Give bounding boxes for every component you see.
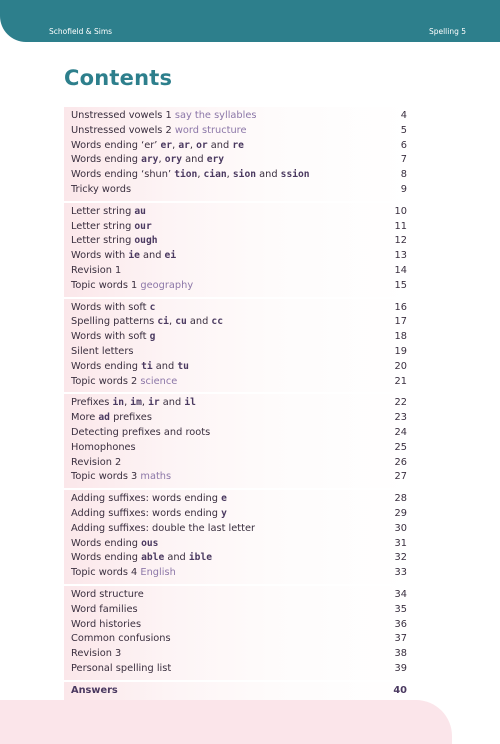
entry-text: Revision 2: [71, 456, 122, 468]
contents-entry[interactable]: [71, 411, 407, 426]
contents-entry[interactable]: [71, 507, 407, 522]
bottom-decoration: [0, 700, 452, 744]
publisher-name: Schofield & Sims: [49, 27, 113, 36]
entry-text: and: [164, 552, 189, 564]
page-number: 26: [394, 456, 407, 468]
contents-entry[interactable]: [71, 183, 407, 198]
contents-section: [64, 203, 407, 299]
entry-text: Words ending: [71, 360, 142, 372]
contents-entry[interactable]: [71, 537, 407, 552]
entry-title: [71, 470, 171, 485]
entry-title: [71, 315, 223, 330]
page-number: 13: [394, 250, 407, 262]
entry-title: [71, 205, 146, 220]
entry-text: Words ending: [71, 537, 142, 549]
entry-text: ,: [141, 397, 149, 409]
entry-text: Unstressed vowels 1: [71, 110, 175, 121]
keyword: or: [196, 139, 208, 151]
entry-title: [71, 411, 152, 426]
entry-text: Detecting prefixes and roots: [71, 426, 211, 438]
page-number: 20: [394, 360, 407, 372]
entry-text: ,: [168, 316, 176, 328]
entry-text: Adding suffixes: double the last letter: [71, 522, 256, 534]
entry-title: [71, 662, 171, 677]
entry-text: ,: [226, 169, 233, 181]
contents-entry[interactable]: [71, 168, 407, 183]
page-number: 17: [394, 316, 407, 328]
page-number: 23: [394, 412, 407, 424]
contents-list: [64, 107, 407, 703]
page-number: 12: [394, 235, 407, 247]
entry-title: [71, 249, 176, 264]
entry-title: [71, 220, 152, 235]
contents-entry[interactable]: [71, 249, 407, 264]
keyword: cian: [203, 169, 227, 181]
entry-title: [71, 603, 138, 618]
entry-title: [71, 360, 189, 375]
keyword: ci: [157, 316, 169, 328]
page-number: 15: [394, 279, 407, 291]
contents-entry[interactable]: [71, 566, 407, 581]
keyword: ad: [98, 412, 110, 424]
entry-title: [71, 330, 155, 345]
page-number: 14: [394, 264, 407, 276]
contents-entry[interactable]: [71, 139, 407, 154]
keyword: ory: [164, 154, 183, 166]
entry-text: Silent letters: [71, 345, 134, 357]
entry-text: Word histories: [71, 618, 142, 630]
entry-text: and: [256, 169, 281, 181]
keyword: ssion: [280, 169, 310, 181]
contents-entry[interactable]: [71, 618, 407, 633]
entry-text: Spelling patterns: [71, 316, 158, 328]
entry-text: Topic words 2: [71, 375, 141, 387]
entry-title: [71, 234, 158, 249]
contents-entry[interactable]: [71, 301, 407, 316]
page-number: 40: [393, 684, 407, 696]
entry-text: and: [139, 250, 165, 262]
topic-subject: maths: [140, 471, 172, 483]
page-number: 11: [394, 220, 407, 232]
entry-text: Words with soft: [71, 331, 150, 343]
entry-text: Letter string: [71, 235, 135, 247]
entry-text: Word families: [71, 603, 138, 615]
entry-title: [71, 153, 224, 168]
entry-text: ,: [124, 397, 131, 409]
contents-entry[interactable]: [71, 551, 407, 566]
entry-text: Topic words 4: [71, 567, 141, 579]
entry-text: Homophones: [71, 441, 136, 453]
entry-title: [71, 522, 255, 537]
page-number: 38: [394, 648, 407, 660]
entry-title: [71, 124, 247, 139]
contents-entry[interactable]: [71, 264, 407, 279]
entry-text: Words with soft: [71, 301, 150, 313]
page-number: 25: [394, 441, 407, 453]
page-number: 21: [394, 375, 407, 387]
entry-title: [71, 279, 193, 294]
keyword: cu: [175, 316, 187, 328]
entry-text: Adding suffixes: words ending: [71, 493, 222, 505]
contents-entry[interactable]: [71, 647, 407, 662]
entry-text: Common confusions: [71, 633, 171, 645]
page-number: 6: [400, 139, 407, 151]
page-title: Contents: [64, 66, 173, 90]
contents-entry[interactable]: [71, 456, 407, 471]
entry-text: Words ending: [71, 552, 142, 564]
page-number: 31: [394, 537, 407, 549]
keyword: ie: [128, 250, 140, 262]
page-number: 9: [400, 183, 407, 195]
page-number: 19: [394, 345, 407, 357]
entry-title: [71, 588, 144, 603]
keyword: ough: [134, 235, 158, 247]
contents-section: [64, 490, 407, 586]
contents-section: [64, 394, 407, 490]
contents-entry[interactable]: [71, 109, 407, 124]
contents-entry[interactable]: [71, 588, 407, 603]
contents-entry[interactable]: [71, 205, 407, 220]
entry-text: Revision 1: [71, 264, 122, 276]
header-bar: [0, 0, 500, 42]
contents-section: [64, 586, 407, 682]
keyword: im: [130, 397, 142, 409]
entry-title: [71, 109, 257, 124]
contents-entry[interactable]: [71, 603, 407, 618]
entry-title: [71, 183, 131, 198]
entry-text: and: [159, 397, 185, 409]
entry-title: [71, 301, 155, 316]
page-number: 18: [394, 331, 407, 343]
contents-entry[interactable]: [71, 124, 407, 139]
entry-text: prefixes: [109, 412, 152, 424]
keyword: ible: [188, 552, 213, 564]
entry-title: [71, 507, 227, 522]
keyword: tu: [177, 360, 189, 372]
page-number: 7: [400, 154, 407, 166]
entry-title: [71, 426, 210, 441]
page-number: 30: [394, 522, 407, 534]
entry-text: ,: [189, 139, 197, 151]
entry-text: ,: [197, 169, 204, 181]
page-number: 33: [394, 567, 407, 579]
entry-title: [71, 375, 177, 390]
page-number: 16: [394, 301, 407, 313]
contents-entry[interactable]: [71, 234, 407, 249]
entry-text: Unstressed vowels 2: [71, 124, 175, 136]
page-number: 32: [394, 552, 407, 564]
entry-text: and: [182, 154, 207, 166]
keyword: in: [112, 397, 125, 409]
entry-title: [71, 537, 158, 552]
contents-entry[interactable]: [71, 492, 407, 507]
contents-entry[interactable]: [71, 441, 407, 456]
entry-text: Letter string: [71, 205, 135, 217]
entry-text: Revision 3: [71, 648, 122, 660]
keyword: ary: [141, 154, 159, 166]
contents-entry[interactable]: [71, 315, 407, 330]
entry-text: More: [71, 412, 99, 424]
entry-title: [71, 632, 171, 647]
entry-title: [71, 264, 121, 279]
contents-entry[interactable]: [71, 632, 407, 647]
entry-text: Prefixes: [71, 397, 113, 409]
contents-entry[interactable]: [71, 345, 407, 360]
keyword: ei: [164, 250, 177, 262]
page-number: 28: [394, 493, 407, 505]
keyword: au: [134, 205, 146, 217]
contents-section: [64, 299, 407, 395]
topic-subject: science: [140, 375, 178, 387]
entry-title: [71, 551, 212, 566]
contents-entry[interactable]: [71, 220, 407, 235]
page-number: 5: [400, 124, 407, 136]
entry-text: Words ending: [71, 154, 142, 166]
topic-subject: word structure: [174, 124, 247, 136]
entry-text: Word structure: [71, 588, 144, 600]
entry-title: [71, 684, 118, 699]
page-number: 34: [394, 588, 407, 600]
entry-text: Topic words 1: [71, 279, 141, 291]
entry-title: [71, 492, 227, 507]
page-number: 39: [394, 662, 407, 674]
page-number: 24: [394, 426, 407, 438]
entry-text: and: [186, 316, 212, 328]
page-number: 37: [394, 633, 407, 645]
series-name: Spelling 5: [428, 27, 466, 36]
entry-text: ,: [172, 139, 179, 151]
keyword: re: [232, 139, 244, 151]
keyword: c: [149, 301, 156, 313]
entry-title: [71, 618, 141, 633]
entry-title: [71, 456, 121, 471]
entry-text: and: [152, 360, 178, 372]
entry-text: Answers: [71, 684, 118, 696]
entry-title: [71, 441, 136, 456]
keyword: our: [134, 220, 152, 232]
entry-title: [71, 139, 244, 154]
keyword: ar: [178, 139, 190, 151]
page-number: 10: [394, 205, 407, 217]
contents-section: [64, 107, 407, 203]
topic-subject: English: [140, 567, 176, 579]
contents-entry[interactable]: [71, 426, 407, 441]
keyword: sion: [232, 169, 256, 181]
page-number: 27: [394, 471, 407, 483]
contents-entry[interactable]: [71, 522, 407, 537]
page-number: 22: [394, 397, 407, 409]
entry-text: Words ending ‘shun’: [71, 169, 175, 181]
entry-text: Letter string: [71, 220, 135, 232]
topic-subject: say the syllables: [174, 110, 257, 121]
entry-title: [71, 566, 176, 581]
entry-text: Tricky words: [71, 183, 132, 195]
contents-entry[interactable]: [71, 279, 407, 294]
keyword: y: [221, 507, 227, 519]
entry-text: Words ending ‘er’: [71, 139, 161, 151]
keyword: ous: [141, 537, 159, 549]
keyword: il: [184, 397, 196, 409]
page-number: 4: [400, 110, 407, 121]
contents-entry[interactable]: [71, 360, 407, 375]
contents-entry[interactable]: [71, 375, 407, 390]
entry-text: ,: [158, 154, 165, 166]
page-number: 29: [394, 507, 407, 519]
contents-entry[interactable]: [71, 662, 407, 677]
page-number: 36: [394, 618, 407, 630]
keyword: ti: [141, 360, 153, 372]
contents-entry-answers[interactable]: [71, 684, 407, 699]
entry-title: [71, 396, 196, 411]
entry-text: Adding suffixes: words ending: [71, 507, 222, 519]
keyword: able: [141, 552, 165, 564]
keyword: tion: [174, 169, 198, 181]
keyword: er: [160, 139, 173, 151]
contents-entry[interactable]: [71, 330, 407, 345]
keyword: e: [221, 493, 227, 505]
contents-entry[interactable]: [71, 470, 407, 485]
entry-title: [71, 168, 310, 183]
entry-text: Words with: [71, 250, 129, 262]
keyword: ir: [148, 397, 160, 409]
page-number: 35: [394, 603, 407, 615]
contents-entry[interactable]: [71, 153, 407, 168]
entry-title: [71, 345, 133, 360]
topic-subject: geography: [140, 279, 194, 291]
keyword: cc: [211, 316, 223, 328]
entry-text: and: [207, 139, 233, 151]
contents-entry[interactable]: [71, 396, 407, 411]
page-number: 8: [400, 169, 407, 181]
entry-title: [71, 647, 121, 662]
entry-text: Personal spelling list: [71, 662, 172, 674]
keyword: g: [149, 331, 156, 343]
keyword: ery: [206, 154, 225, 166]
entry-text: Topic words 3: [71, 471, 141, 483]
